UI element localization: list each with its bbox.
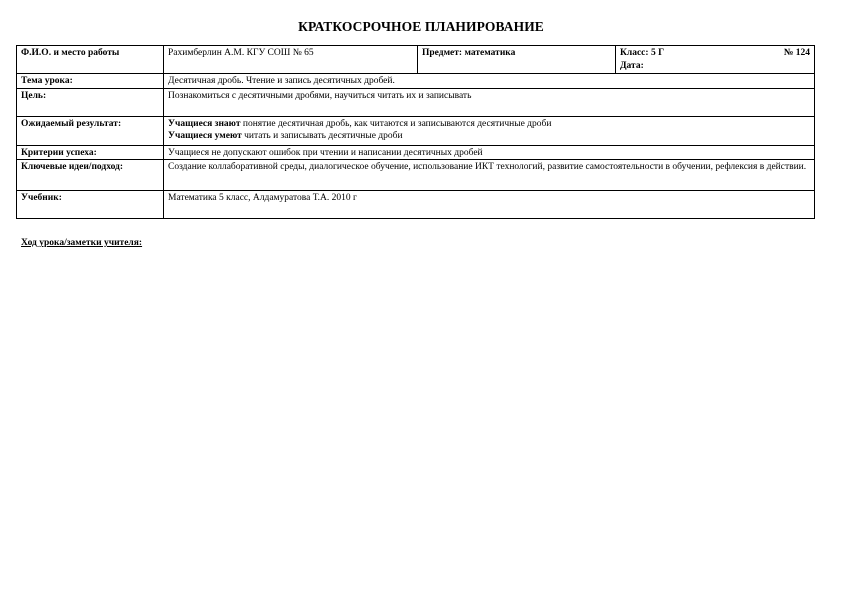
date-label: Дата:: [620, 60, 644, 71]
lesson-number: № 124: [783, 48, 810, 58]
textbook-row: [17, 191, 815, 219]
topic-value: Десятичная дробь. Чтение и запись десятичных дробей.: [164, 74, 815, 89]
students-know-line: [168, 118, 810, 131]
header-row: [17, 46, 815, 74]
planning-table: [16, 45, 815, 219]
expected-result-label: Ожидаемый результат:: [17, 116, 164, 145]
class-value: Класс: 5 Г: [620, 48, 665, 58]
criteria-label: Критерии успеха:: [17, 145, 164, 160]
goal-label: Цель:: [17, 88, 164, 116]
topic-label: Тема урока:: [17, 74, 164, 89]
students-know-label: Учащиеся знают: [168, 118, 241, 129]
expected-result-row: [17, 116, 815, 145]
notes-heading: Ход урока/заметки учителя:: [21, 238, 143, 248]
criteria-row: [17, 145, 815, 160]
subject-cell: Предмет: математика: [418, 46, 616, 74]
page-title: КРАТКОСРОЧНОЕ ПЛАНИРОВАНИЕ: [298, 19, 544, 34]
key-ideas-label: Ключевые идеи/подход:: [17, 160, 164, 191]
fio-value: Рахимберлин А.М. КГУ СОШ № 65: [164, 46, 418, 74]
students-can-line: [168, 130, 810, 143]
goal-row: [17, 88, 815, 116]
goal-value: Познакомиться с десятичными дробями, научиться читать их и записывать: [164, 88, 815, 116]
key-ideas-value: Создание коллаборативной среды, диалогическое обучение, использование ИКТ технологий, развитие самостоятельности в обучении, рефлексия в действии.: [164, 160, 815, 191]
textbook-value: Математика 5 класс, Алдамуратова Т.А. 2010 г: [164, 191, 815, 219]
textbook-label: Учебник:: [17, 191, 164, 219]
students-can-label: Учащиеся умеют: [168, 131, 242, 141]
students-know-text: понятие десятичная дробь, как читаются и записываются десятичные дроби: [240, 118, 552, 129]
students-can-text: читать и записывать десятичные дроби: [241, 131, 403, 141]
fio-label: Ф.И.О. и место работы: [17, 46, 164, 74]
class-date-cell: [616, 46, 815, 74]
key-ideas-row: [17, 160, 815, 191]
expected-result-value: [164, 116, 815, 145]
topic-row: [17, 74, 815, 89]
criteria-value: Учащиеся не допускают ошибок при чтении и написании десятичных дробей: [164, 145, 815, 160]
